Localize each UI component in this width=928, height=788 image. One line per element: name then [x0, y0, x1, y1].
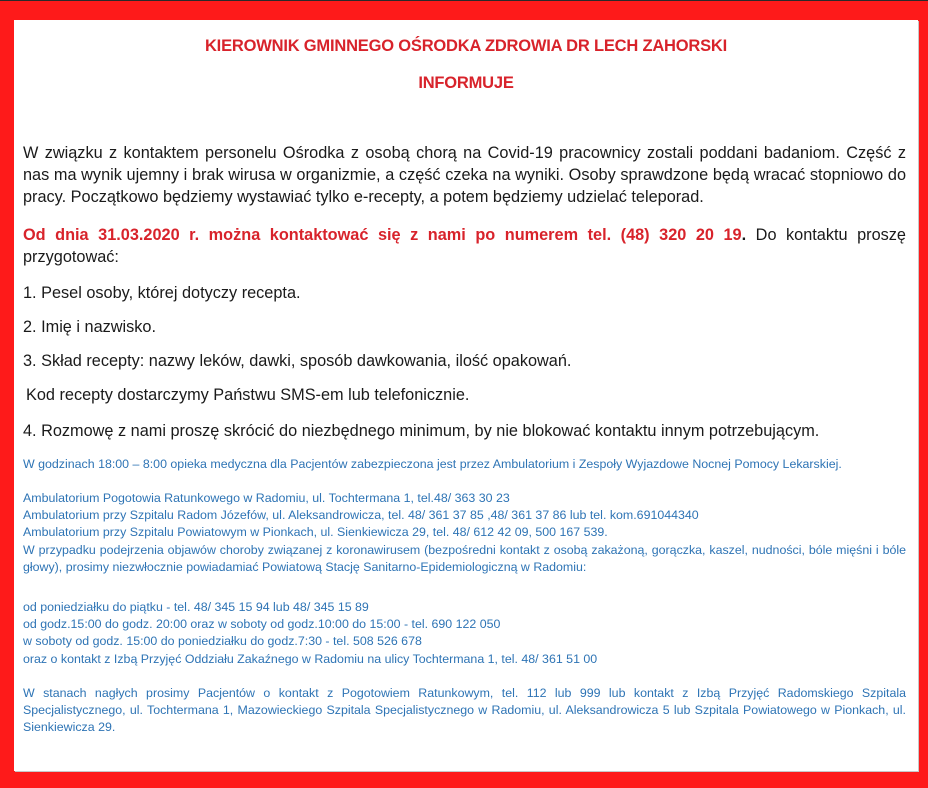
list-item-name: 2. Imię i nazwisko.	[23, 318, 157, 336]
intro-paragraph: W związku z kontaktem personelu Ośrodka z osobą chorą na Covid-19 pracownicy zostali poddani badaniom. Część z nas ma wynik ujemny i brak wirusa w organizmie, a część czeka na wyniki. Osoby sprawdzone będą wracać stopniowo do pracy. Początkowo będziemy wystawiać tylko e-recepty, a potem będziemy udzielać teleporad.	[23, 144, 906, 206]
contact-instruction: Do kontaktu proszę przygotować:	[23, 226, 906, 266]
notice-title: KIEROWNIK GMINNEGO OŚRODKA ZDROWIA DR LECH ZAHORSKI	[204, 37, 728, 55]
suspicion-instruction: W przypadku podejrzenia objawów choroby związanej z koronawirusem (bezpośredni kontakt z osobą zakażoną, gorączka, kaszel, nudności, bóle mięśni i bóle głowy), prosimy niezwłocznie powiadamiać Powiatową Stację Sanitarno-Epidemiologiczną w Radomiu:	[23, 542, 906, 574]
sanepid-phone-weekend: w soboty od godz. 15:00 do poniedziałku do godz.7:30 - tel. 508 526 678	[23, 634, 422, 649]
list-item-pesel: 1. Pesel osoby, której dotyczy recepta.	[23, 284, 301, 302]
night-care-hours: W godzinach 18:00 – 8:00 opieka medyczna dla Pacjentów zabezpieczona jest przez Ambulatorium i Zespoły Wyjazdowe Nocnej Pomocy Lekarskiej.	[23, 457, 842, 471]
prescription-code-note: Kod recepty dostarczymy Państwu SMS-em lub telefonicznie.	[26, 386, 470, 404]
list-item-prescription: 3. Skład recepty: nazwy leków, dawki, sposób dawkowania, ilość opakowań.	[23, 352, 572, 370]
notice-subtitle: INFORMUJE	[418, 74, 514, 92]
contact-phone-highlight: Od dnia 31.03.2020 r. można kontaktować się z nami po numerem tel. (48) 320 20 19	[23, 226, 742, 244]
emergency-paragraph: W stanach nagłych prosimy Pacjentów o kontakt z Pogotowiem Ratunkowym, tel. 112 lub 999 lub kontakt z Izbą Przyjęć Radomskiego Szpitala Specjalistycznego, ul. Tochtermana 1, Mazowieckiego Szpitala Specjalistycznego w Radomiu, ul. Aleksandrowicza 5 lub Szpitala Powiatowego w Pionkach, ul. Sienkiewicza 29.	[23, 686, 906, 735]
ambulatorium-pionki: Ambulatorium przy Szpitalu Powiatowym w Pionkach, ul. Sienkiewicza 29, tel. 48/ 612 42 09, 500 167 539.	[23, 525, 608, 540]
ambulatorium-radom: Ambulatorium Pogotowia Ratunkowego w Radomiu, ul. Tochtermana 1, tel.48/ 363 30 23	[23, 491, 510, 505]
contact-paragraph	[23, 224, 906, 268]
notice-panel	[14, 20, 918, 771]
ambulatoria-list	[23, 490, 906, 576]
ambulatorium-jozefow: Ambulatorium przy Szpitalu Radom Józefów, ul. Aleksandrowicza, tel. 48/ 361 37 85 ,48/ 361 37 86 lub tel. kom.691044340	[23, 508, 699, 523]
infectious-ward-phone: oraz o kontakt z Izbą Przyjęć Oddziału Zakaźnego w Radomiu na ulicy Tochtermana 1, tel. 48/ 361 51 00	[23, 651, 598, 666]
sanepid-phones	[23, 599, 906, 668]
list-item-brief-call: 4. Rozmowę z nami proszę skrócić do niezbędnego minimum, by nie blokować kontaktu innym potrzebującym.	[23, 422, 820, 440]
sanepid-phone-evenings: od godz.15:00 do godz. 20:00 oraz w soboty od godz.10:00 do 15:00 - tel. 690 122 050	[23, 617, 501, 632]
sanepid-phone-weekdays: od poniedziałku do piątku - tel. 48/ 345 15 94 lub 48/ 345 15 89	[23, 600, 369, 614]
contact-period: .	[741, 226, 747, 244]
